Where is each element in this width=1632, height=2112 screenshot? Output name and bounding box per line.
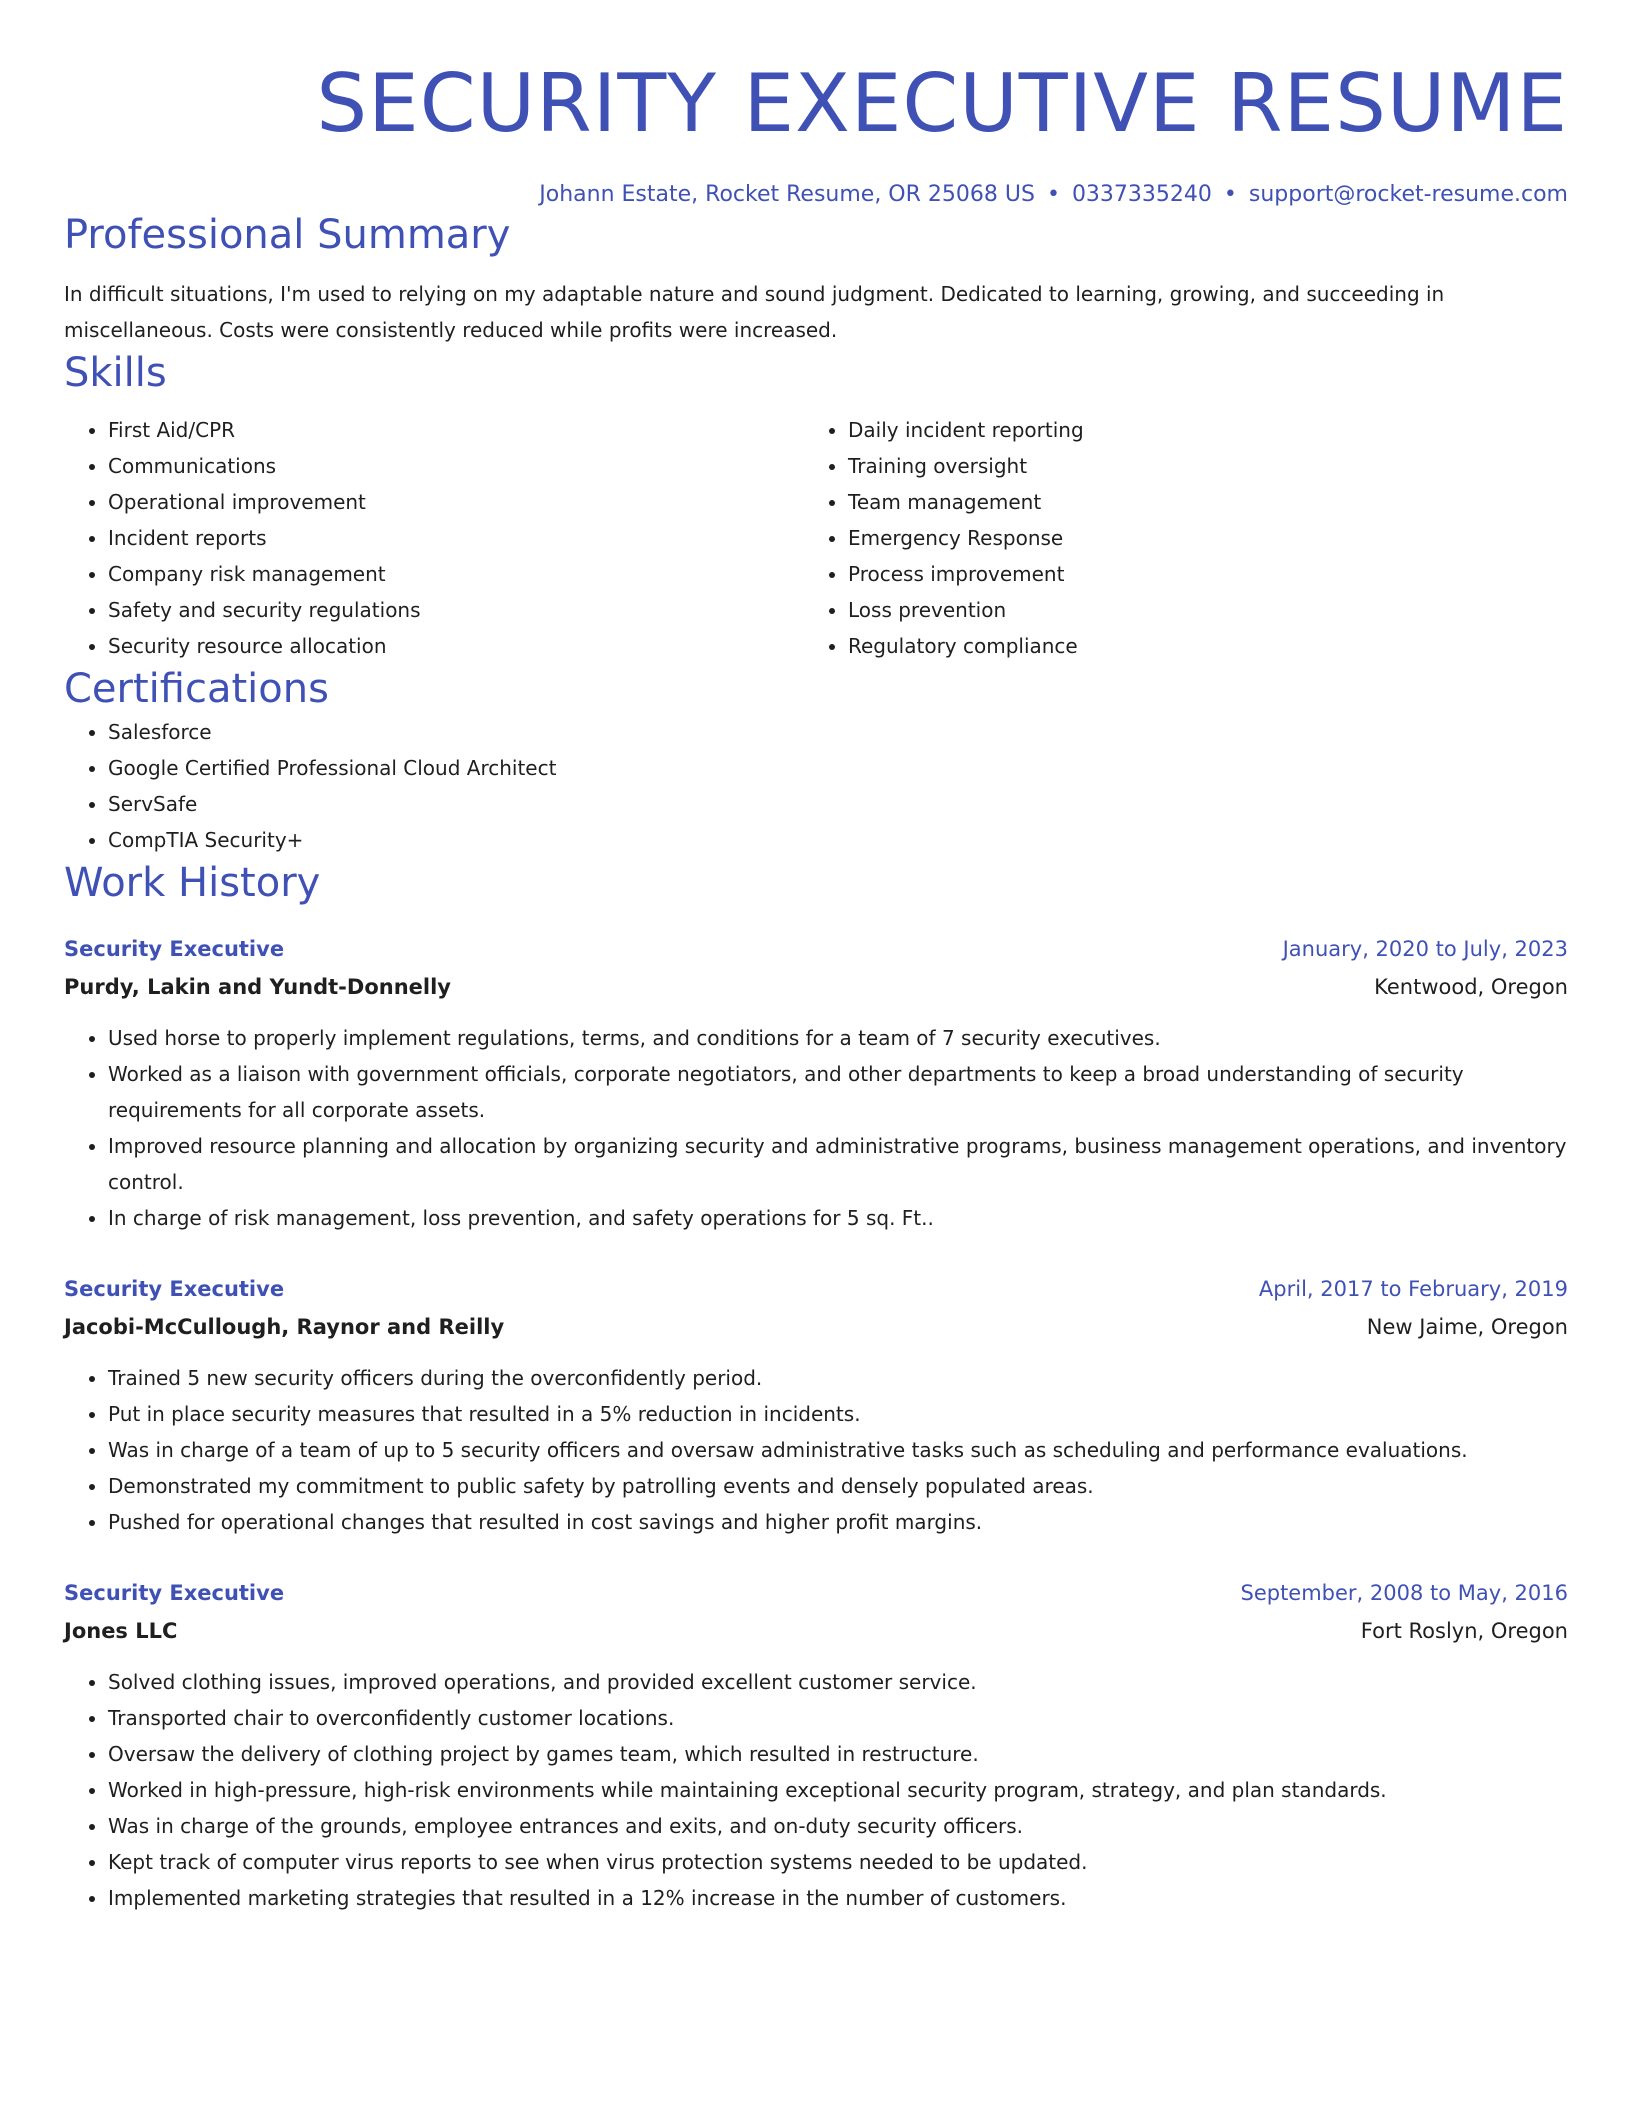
- skills-columns: [64, 412, 1568, 664]
- job-bullet: • Worked as a liaison with government officials, corporate negotiators, and other departments to keep a broad understanding of security requirements for all corporate assets.: [108, 1056, 1568, 1128]
- job-bullet: • Pushed for operational changes that resulted in cost savings and higher profit margins.: [108, 1504, 1568, 1540]
- job-bullet: • Solved clothing issues, improved operations, and provided excellent customer service.: [108, 1664, 1568, 1700]
- certification-item: • CompTIA Security+: [108, 822, 1568, 858]
- job-company: Jacobi-McCullough, Raynor and Reilly: [64, 1315, 505, 1339]
- job-entry: [64, 1270, 1568, 1540]
- skill-item: • Communications: [108, 448, 806, 484]
- skill-item: • Team management: [848, 484, 1546, 520]
- job-bullets: [64, 1020, 1568, 1236]
- contact-email: support@rocket-resume.com: [1248, 182, 1568, 207]
- skill-item: • Training oversight: [848, 448, 1546, 484]
- certifications-list: [64, 714, 1568, 858]
- skill-item: • Emergency Response: [848, 520, 1546, 556]
- job-bullet: • Oversaw the delivery of clothing project by games team, which resulted in restructure.: [108, 1736, 1568, 1772]
- contact-phone: 0337335240: [1071, 182, 1212, 207]
- job-bullet: • Was in charge of a team of up to 5 security officers and oversaw administrative tasks such as scheduling and performance evaluations.: [108, 1432, 1568, 1468]
- skill-item: • Security resource allocation: [108, 628, 806, 664]
- job-bullets: [64, 1360, 1568, 1540]
- skill-item: • Regulatory compliance: [848, 628, 1546, 664]
- job-bullet: • Improved resource planning and allocation by organizing security and administrative programs, business management operations, and inventory control.: [108, 1128, 1568, 1200]
- certification-item: • Google Certified Professional Cloud Architect: [108, 750, 1568, 786]
- resume-page: [64, 0, 1568, 1916]
- job-bullet: • Demonstrated my commitment to public safety by patrolling events and densely populated areas.: [108, 1468, 1568, 1504]
- job-company-row: [64, 968, 1568, 1006]
- certification-item: • Salesforce: [108, 714, 1568, 750]
- job-entry: [64, 1574, 1568, 1916]
- skill-item: • Daily incident reporting: [848, 412, 1546, 448]
- job-dates: April, 2017 to February, 2019: [1258, 1277, 1568, 1301]
- skills-heading: Skills: [64, 350, 167, 396]
- job-bullet: • Worked in high-pressure, high-risk environments while maintaining exceptional security program, strategy, and plan standards.: [108, 1772, 1568, 1808]
- certifications-heading: Certifications: [64, 666, 329, 712]
- job-entry: [64, 930, 1568, 1236]
- skill-item: • Operational improvement: [108, 484, 806, 520]
- job-company-row: [64, 1308, 1568, 1346]
- job-bullet: • Used horse to properly implement regulations, terms, and conditions for a team of 7 security executives.: [108, 1020, 1568, 1056]
- skills-list-right: [806, 412, 1546, 664]
- resume-title: SECURITY EXECUTIVE RESUME: [316, 57, 1568, 150]
- contact-address: Johann Estate, Rocket Resume, OR 25068 US: [539, 182, 1035, 207]
- summary-heading: Professional Summary: [64, 212, 511, 258]
- job-header-row: [64, 1270, 1568, 1308]
- job-bullet: • Implemented marketing strategies that resulted in a 12% increase in the number of customers.: [108, 1880, 1568, 1916]
- skill-item: • Company risk management: [108, 556, 806, 592]
- job-location: New Jaime, Oregon: [1366, 1315, 1568, 1339]
- work-history-heading: Work History: [64, 860, 321, 906]
- certification-item: • ServSafe: [108, 786, 1568, 822]
- skill-item: • First Aid/CPR: [108, 412, 806, 448]
- job-bullet: • Put in place security measures that resulted in a 5% reduction in incidents.: [108, 1396, 1568, 1432]
- job-bullets: [64, 1664, 1568, 1916]
- skill-item: • Safety and security regulations: [108, 592, 806, 628]
- job-bullet: • Trained 5 new security officers during the overconfidently period.: [108, 1360, 1568, 1396]
- job-header-row: [64, 1574, 1568, 1612]
- job-company: Purdy, Lakin and Yundt-Donnelly: [64, 975, 451, 999]
- skill-item: • Process improvement: [848, 556, 1546, 592]
- skill-item: • Incident reports: [108, 520, 806, 556]
- job-role: Security Executive: [64, 937, 285, 961]
- job-company-row: [64, 1612, 1568, 1650]
- skill-item: • Loss prevention: [848, 592, 1546, 628]
- job-bullet: • Kept track of computer virus reports to see when virus protection systems needed to be updated.: [108, 1844, 1568, 1880]
- job-bullet: • In charge of risk management, loss prevention, and safety operations for 5 sq. Ft..: [108, 1200, 1568, 1236]
- job-bullet: • Transported chair to overconfidently customer locations.: [108, 1700, 1568, 1736]
- job-role: Security Executive: [64, 1277, 285, 1301]
- summary-text: In difficult situations, I'm used to relying on my adaptable nature and sound judgment. Dedicated to learning, growing, and succeeding in miscellaneous. Costs were consistently reduced while profits were increased.: [64, 282, 1445, 342]
- job-header-row: [64, 930, 1568, 968]
- job-location: Kentwood, Oregon: [1374, 975, 1568, 999]
- contact-line: [64, 180, 1568, 210]
- contact-separator: •: [1046, 182, 1060, 207]
- job-dates: January, 2020 to July, 2023: [1282, 937, 1568, 961]
- job-dates: September, 2008 to May, 2016: [1240, 1581, 1568, 1605]
- job-bullet: • Was in charge of the grounds, employee entrances and exits, and on-duty security officers.: [108, 1808, 1568, 1844]
- job-role: Security Executive: [64, 1581, 285, 1605]
- contact-separator: •: [1223, 182, 1237, 207]
- job-location: Fort Roslyn, Oregon: [1360, 1619, 1568, 1643]
- skills-list-left: [64, 412, 806, 664]
- job-company: Jones LLC: [64, 1619, 178, 1643]
